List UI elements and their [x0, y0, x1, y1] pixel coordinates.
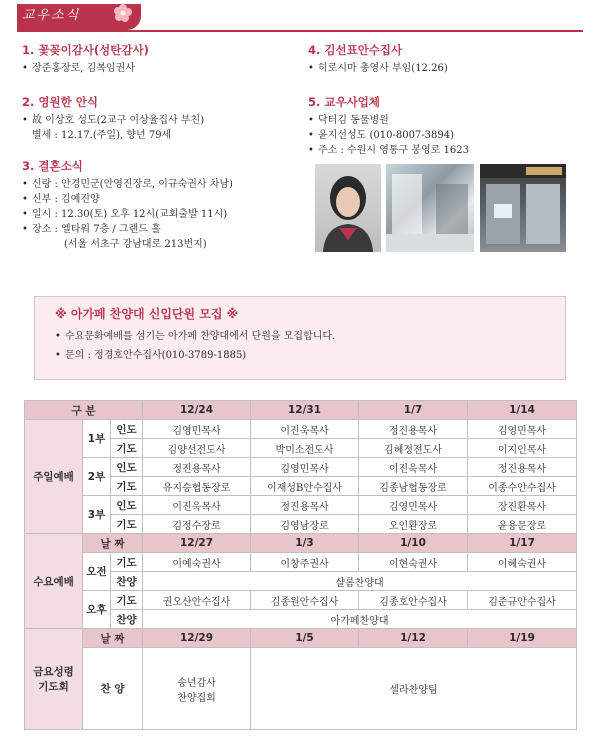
- role-label: 기도: [111, 477, 143, 496]
- news-line: 별세 : 12.17.(주일), 향년 79세: [32, 130, 172, 141]
- part-label: 2부: [83, 458, 111, 496]
- table-cell: 정진용목사: [143, 458, 251, 477]
- fri-date: 1/5: [251, 629, 359, 648]
- table-cell: 이지인목사: [468, 439, 577, 458]
- news-item-1: [22, 42, 149, 76]
- table-cell: 박미소전도사: [251, 439, 359, 458]
- role-label: 기도: [111, 515, 143, 534]
- table-cell: 이창주권사: [251, 553, 359, 572]
- table-cell: 오인환장로: [359, 515, 468, 534]
- news-title: 2. 영원한 안식: [22, 95, 98, 109]
- news-line: • 닥터김 동물병원: [308, 113, 469, 128]
- role-label: 기도: [111, 553, 143, 572]
- table-cell: 정진용목사: [468, 458, 577, 477]
- part-label: 3부: [83, 496, 111, 534]
- table-row: [25, 591, 577, 610]
- header-date: 1/14: [468, 401, 577, 420]
- fri-date: 12/29: [143, 629, 251, 648]
- table-row: [25, 534, 577, 553]
- role-label: 인도: [111, 496, 143, 515]
- news-line: • 신부 : 김예진양: [22, 192, 233, 207]
- friday-label-line: 금요성령: [33, 666, 74, 678]
- header-rule: [17, 30, 583, 32]
- friday-label: [25, 629, 83, 730]
- recruit-line: • 문의 : 정경호안수집사(010-3789-1885): [55, 348, 335, 363]
- header-date: 12/31: [251, 401, 359, 420]
- header-label: 구 분: [25, 401, 143, 420]
- header-date: 1/7: [359, 401, 468, 420]
- recruit-title: ※ 아가페 찬양대 신입단원 모집 ※: [55, 307, 239, 321]
- service-schedule-table: [24, 400, 577, 730]
- wed-date: 12/27: [143, 534, 251, 553]
- table-cell: 김정수장로: [143, 515, 251, 534]
- table-cell: 김준규안수집사: [468, 591, 577, 610]
- table-cell: 윤용문장로: [468, 515, 577, 534]
- table-row: [25, 496, 577, 515]
- news-item-5: [308, 94, 469, 158]
- table-cell: [143, 648, 251, 730]
- table-cell: 셀라찬양팀: [251, 648, 577, 730]
- table-cell: 이진욱목사: [143, 496, 251, 515]
- news-title: 3. 결혼소식: [22, 159, 83, 173]
- table-cell: 샬롬찬양대: [143, 572, 577, 591]
- interior-icon: [386, 164, 474, 252]
- table-cell: 김종호안수집사: [359, 591, 468, 610]
- news-line: • 신랑 : 안경민군(안영진장로, 이규숙권사 차남): [22, 177, 233, 192]
- table-cell: 김종원안수집사: [251, 591, 359, 610]
- news-item-3: [22, 158, 233, 252]
- table-cell: 김영민목사: [468, 420, 577, 439]
- table-row: [25, 420, 577, 439]
- flower-icon: [113, 3, 133, 23]
- cell-line: 송년감사: [177, 677, 216, 689]
- table-cell: 이진욱목사: [251, 420, 359, 439]
- table-cell: 김영민목사: [143, 420, 251, 439]
- choir-recruit-box: [34, 296, 566, 380]
- recruit-line: • 수요문화예배를 섬기는 아가페 찬양대에서 단원을 모집합니다.: [55, 329, 335, 344]
- table-row: [25, 648, 577, 730]
- table-cell: 김종남협동장로: [359, 477, 468, 496]
- table-cell: 김영민목사: [251, 458, 359, 477]
- role-label: 기도: [111, 591, 143, 610]
- role-label: 찬양: [111, 610, 143, 629]
- news-line: • 장소 : 엘타워 7층 / 그랜드 홀: [22, 222, 233, 237]
- table-cell: 김영남장로: [251, 515, 359, 534]
- section-title: 교우소식: [22, 8, 81, 23]
- table-cell: 이현숙권사: [359, 553, 468, 572]
- storefront-icon: [480, 164, 566, 252]
- table-cell: 유지승협동장로: [143, 477, 251, 496]
- table-header-row: [25, 401, 577, 420]
- header-date: 12/24: [143, 401, 251, 420]
- date-label: 날 짜: [83, 629, 143, 648]
- role-label: 인도: [111, 458, 143, 477]
- friday-label-line: 기도회: [38, 681, 69, 693]
- table-cell: 김영민목사: [359, 496, 468, 515]
- news-line: • 주소 : 수원시 영통구 봉영로 1623: [308, 143, 469, 158]
- news-item-2: [22, 94, 204, 143]
- news-title: 1. 꽃꽂이감사(성탄감사): [22, 43, 149, 57]
- person-icon: [315, 164, 381, 252]
- news-line: • 故 이상호 성도(2교구 이상율집사 부친): [22, 113, 204, 128]
- clinic-storefront-photo: [480, 164, 566, 252]
- table-cell: 이재성B안수집사: [251, 477, 359, 496]
- role-label: 찬 양: [83, 648, 143, 730]
- table-row: [25, 458, 577, 477]
- table-row: [25, 629, 577, 648]
- fri-date: 1/12: [359, 629, 468, 648]
- table-cell: 김양선전도사: [143, 439, 251, 458]
- table-cell: 정진용목사: [251, 496, 359, 515]
- table-cell: 이진욱목사: [359, 458, 468, 477]
- fri-date: 1/19: [468, 629, 577, 648]
- table-cell: 권오산안수집사: [143, 591, 251, 610]
- news-line: • 장준홍장로, 김복임권사: [22, 61, 149, 76]
- role-label: 인도: [111, 420, 143, 439]
- news-title: 5. 교우사업체: [308, 95, 380, 109]
- am-label: 오전: [83, 553, 111, 591]
- table-cell: 아가페찬양대: [143, 610, 577, 629]
- wed-date: 1/3: [251, 534, 359, 553]
- news-line: (서울 서초구 강남대로 213번지): [64, 239, 207, 250]
- news-line: • 일시 : 12.30(토) 오후 12시(교회출발 11시): [22, 207, 233, 222]
- news-title: 4. 김선표안수집사: [308, 43, 403, 57]
- pm-label: 오후: [83, 591, 111, 629]
- cell-line: 찬양집회: [177, 692, 216, 704]
- news-item-4: [308, 42, 448, 76]
- table-cell: 이예숙권사: [143, 553, 251, 572]
- clinic-interior-photo: [386, 164, 474, 252]
- part-label: 1부: [83, 420, 111, 458]
- table-row: [25, 553, 577, 572]
- table-cell: 이종수안수집사: [468, 477, 577, 496]
- news-line: • 윤지선성도 (010-8007-3894): [308, 128, 469, 143]
- date-label: 날 짜: [83, 534, 143, 553]
- wed-date: 1/10: [359, 534, 468, 553]
- news-line: • 히로시마 총영사 부임(12.26): [308, 61, 448, 76]
- role-label: 찬양: [111, 572, 143, 591]
- table-cell: 정진용목사: [359, 420, 468, 439]
- table-cell: 장진환목사: [468, 496, 577, 515]
- wednesday-label: 수요예배: [25, 534, 83, 629]
- wed-date: 1/17: [468, 534, 577, 553]
- table-cell: 김혜정전도사: [359, 439, 468, 458]
- table-cell: 이혜숙권사: [468, 553, 577, 572]
- role-label: 기도: [111, 439, 143, 458]
- sunday-label: 주일예배: [25, 420, 83, 534]
- portrait-photo: [315, 164, 381, 252]
